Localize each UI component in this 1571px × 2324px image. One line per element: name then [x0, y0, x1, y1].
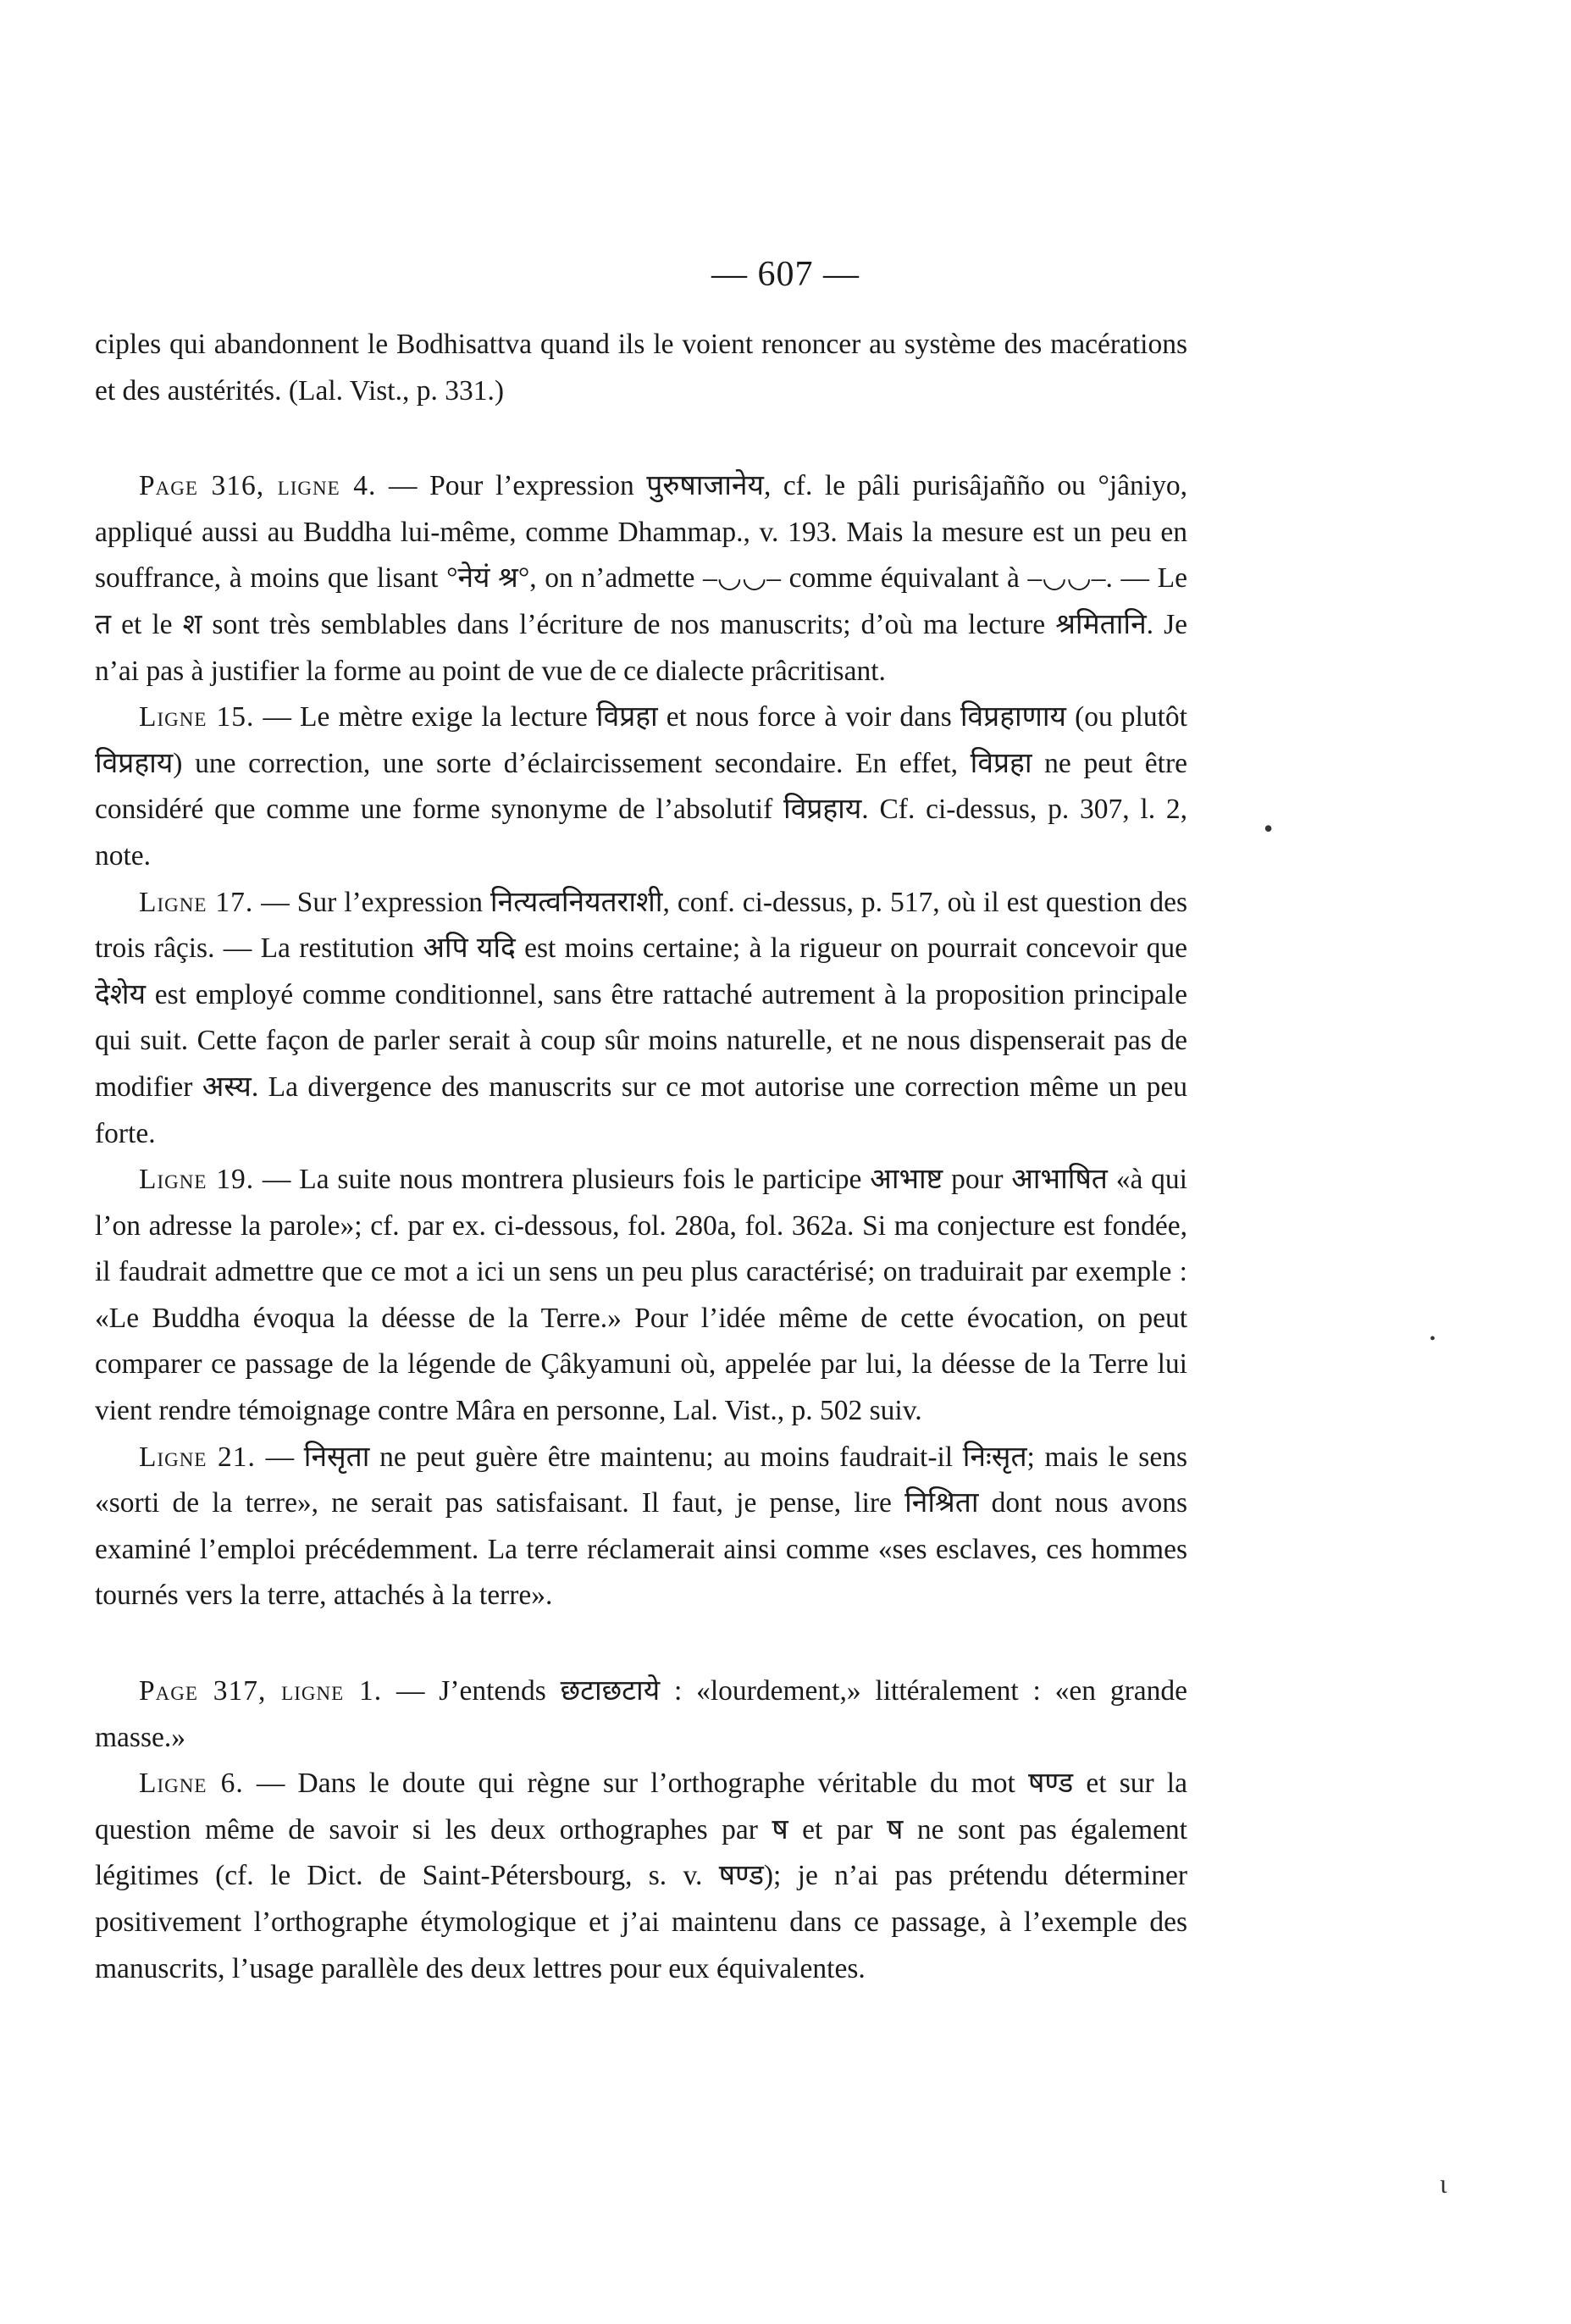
note-lead: Ligne 6. [139, 1768, 244, 1800]
paragraph-text: — J’entends छटाछटाये : «lourdement,» littéralement : «en grande masse.» [95, 1675, 1187, 1753]
note-lead: Ligne 19. [139, 1164, 255, 1196]
paragraph-continuation [95, 322, 1187, 414]
margin-speck: • [1264, 813, 1274, 844]
note-line-17 [95, 880, 1187, 1158]
page-number: — 607 — [711, 255, 860, 294]
note-lead: Ligne 15. [139, 701, 255, 733]
note-line-6 [95, 1761, 1187, 1992]
paragraph-text: — Pour l’expression पुरुषाजानेय, cf. le pâli purisâjañño ou °jâniyo, appliqué aussi au Buddha lui-même, comme Dhammap., v. 193. Mais la mesure est un peu en souffrance, à moins que lisant °नेयं श्र°, on n’admette –◡◡– comme équivalant à –◡◡–. — Le त et le श sont très semblables dans l’écriture de nos manuscrits; d’où ma lecture श्रमितानि. Je n’ai pas à justifier la forme au point de vue de ce dialecte prâcritisant. [95, 470, 1187, 687]
note-lead: Page 317, ligne 1. [139, 1675, 383, 1707]
note-line-19 [95, 1157, 1187, 1435]
section-gap [95, 1619, 1187, 1668]
paragraph-text: — Le mètre exige la lecture विप्रहा et nous force à voir dans विप्रहाणाय (ou plutôt विप्रहाय) une correction, une sorte d’éclaircissement secondaire. En effet, विप्रहा ne peut être considéré que comme une forme synonyme de l’absolutif विप्रहाय. Cf. ci-dessus, p. 307, l. 2, note. [95, 701, 1187, 872]
note-lead: Ligne 21. [139, 1441, 256, 1473]
paragraph-text: — La suite nous montrera plusieurs fois le participe आभाष्ट pour आभाषित «à qui l’on adresse la parole»; cf. par ex. ci-dessous, fol. 280a, fol. 362a. Si ma conjecture est fondée, il faudrait admettre que ce mot a ici un sens un peu plus caractérisé; on traduirait par exemple : «Le Buddha évoqua la déesse de la Terre.» Pour l’idée même de cette évocation, on peut comparer ce passage de la légende de Çâkyamuni où, appelée par lui, la déesse de la Terre lui vient rendre témoignage contre Mâra en personne, Lal. Vist., p. 502 suiv. [95, 1164, 1187, 1427]
note-line-21 [95, 1435, 1187, 1619]
section-gap [95, 414, 1187, 463]
note-lead: Page 316, ligne 4. [139, 470, 377, 502]
text-body [95, 322, 1187, 1992]
margin-speck: • [1430, 1330, 1436, 1348]
paragraph-text: — Dans le doute qui règne sur l’orthographe véritable du mot षण्ड et sur la question même de savoir si les deux orthographes par ष et par ष ne sont pas également légitimes (cf. le Dict. de Saint-Pétersbourg, s. v. षण्ड); je n’ai pas prétendu déterminer positivement l’orthographe étymologique et j’ai maintenu dans ce passage, à l’exemple des manuscrits, l’usage parallèle des deux lettres pour eux équivalentes. [95, 1768, 1187, 1984]
note-page-317-line-1 [95, 1668, 1187, 1761]
paragraph-text: — Sur l’expression नित्यत्वनियतराशी, conf. ci-dessus, p. 517, où il est question des trois râçis. — La restitution अपि यदि est moins certaine; à la rigueur on pourrait concevoir que देशेय est employé comme conditionnel, sans être rattaché autrement à la proposition principale qui suit. Cette façon de parler serait à coup sûr moins naturelle, et ne nous dispenserait pas de modifier अस्य. La divergence des manuscrits sur ce mot autorise une correction même un peu forte. [95, 886, 1187, 1149]
note-page-316-line-4 [95, 463, 1187, 694]
paragraph-text: — निसृता ne peut guère être maintenu; au moins faudrait-il निःसृत; mais le sens «sorti de la terre», ne serait pas satisfaisant. Il faut, je pense, lire निश्रिता dont nous avons examiné l’emploi précédemment. La terre réclamerait ainsi comme «ses esclaves, ces hommes tournés vers la terre, attachés à la terre». [95, 1441, 1187, 1612]
note-lead: Ligne 17. [139, 886, 254, 918]
note-line-15 [95, 694, 1187, 879]
margin-speck: ɩ [1440, 2168, 1447, 2199]
paragraph-text: ciples qui abandonnent le Bodhisattva quand ils le voient renoncer au système des macérations et des austérités. (Lal. Vist., p. 331.) [95, 329, 1187, 407]
